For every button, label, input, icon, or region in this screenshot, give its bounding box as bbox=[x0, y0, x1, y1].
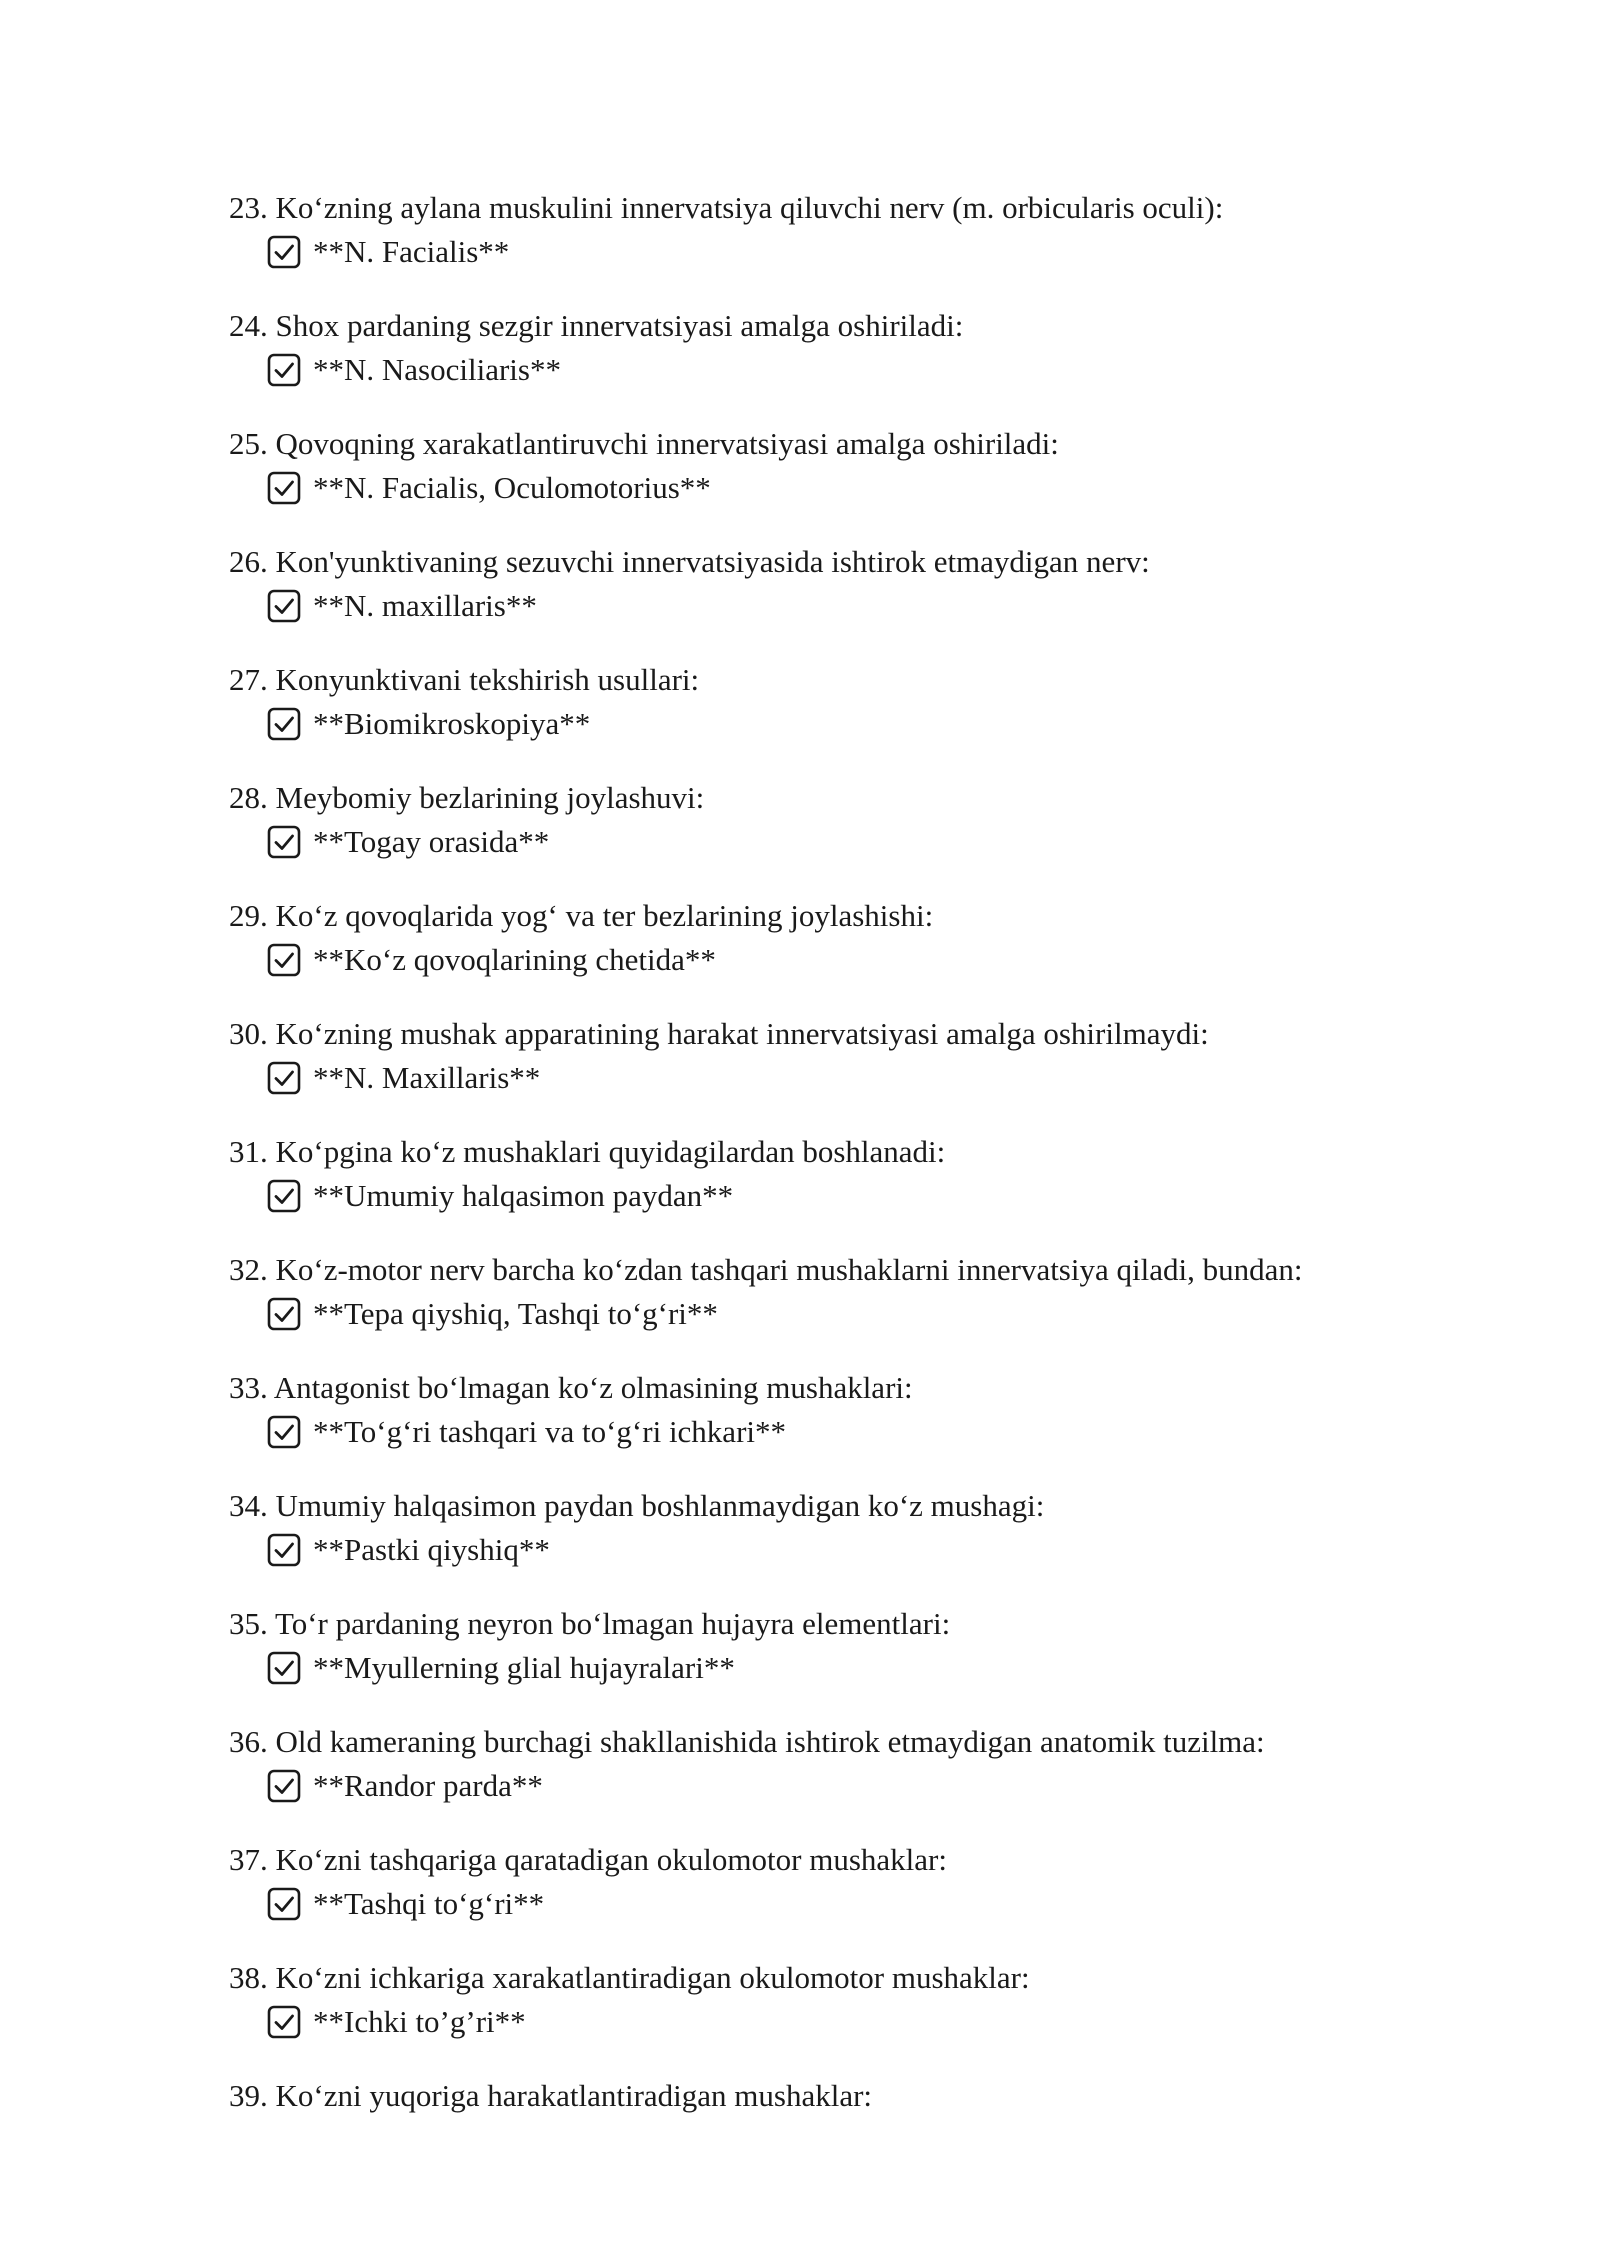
question-item bbox=[229, 2074, 1529, 2192]
answer-row bbox=[267, 702, 1529, 746]
question-text: 30. Ko‘zning mushak apparatining harakat innervatsiyasi amalga oshirilmaydi: bbox=[229, 1016, 1209, 1051]
question-item bbox=[229, 776, 1529, 894]
answer-text: **N. Nasociliaris** bbox=[313, 352, 561, 387]
answer-text: **N. maxillaris** bbox=[313, 588, 537, 623]
question-item bbox=[229, 1248, 1529, 1366]
answer-row bbox=[267, 1882, 1529, 1926]
question-item bbox=[229, 186, 1529, 304]
question-list bbox=[229, 186, 1529, 2192]
answer-text: **Ichki to’g’ri** bbox=[313, 2004, 526, 2039]
answer-row bbox=[267, 1410, 1529, 1454]
answer-text: **Ko‘z qovoqlarining chetida** bbox=[313, 942, 716, 977]
answer-row bbox=[267, 1292, 1529, 1336]
checkbox-checked-icon bbox=[267, 825, 301, 859]
answer-text: **Tashqi to‘g‘ri** bbox=[313, 1886, 545, 1921]
checkbox-checked-icon bbox=[267, 1887, 301, 1921]
question-text: 23. Ko‘zning aylana muskulini innervatsiya qiluvchi nerv (m. orbicularis oculi): bbox=[229, 190, 1224, 225]
checkbox-checked-icon bbox=[267, 1533, 301, 1567]
question-text: 24. Shox pardaning sezgir innervatsiyasi amalga oshiriladi: bbox=[229, 308, 964, 343]
question-item bbox=[229, 540, 1529, 658]
question-text: 26. Kon'yunktivaning sezuvchi innervatsiyasida ishtirok etmaydigan nerv: bbox=[229, 544, 1150, 579]
question-text: 37. Ko‘zni tashqariga qaratadigan okulomotor mushaklar: bbox=[229, 1842, 947, 1877]
question-item bbox=[229, 658, 1529, 776]
question-item bbox=[229, 1012, 1529, 1130]
question-text: 34. Umumiy halqasimon paydan boshlanmaydigan ko‘z mushagi: bbox=[229, 1488, 1045, 1523]
question-item bbox=[229, 1484, 1529, 1602]
question-item bbox=[229, 1130, 1529, 1248]
checkbox-checked-icon bbox=[267, 1061, 301, 1095]
question-item bbox=[229, 1956, 1529, 2074]
question-text: 28. Meybomiy bezlarining joylashuvi: bbox=[229, 780, 705, 815]
question-item bbox=[229, 422, 1529, 540]
question-text: 36. Old kameraning burchagi shakllanishida ishtirok etmaydigan anatomik tuzilma: bbox=[229, 1724, 1265, 1759]
question-text: 38. Ko‘zni ichkariga xarakatlantiradigan okulomotor mushaklar: bbox=[229, 1960, 1030, 1995]
answer-text: **Randor parda** bbox=[313, 1768, 543, 1803]
answer-row bbox=[267, 1174, 1529, 1218]
answer-text: **Biomikroskopiya** bbox=[313, 706, 591, 741]
answer-row bbox=[267, 466, 1529, 510]
checkbox-checked-icon bbox=[267, 235, 301, 269]
answer-text: **Tepa qiyshiq, Tashqi to‘g‘ri** bbox=[313, 1296, 718, 1331]
checkbox-checked-icon bbox=[267, 589, 301, 623]
question-text: 33. Antagonist bo‘lmagan ko‘z olmasining mushaklari: bbox=[229, 1370, 913, 1405]
question-text: 27. Konyunktivani tekshirish usullari: bbox=[229, 662, 700, 697]
answer-text: **N. Facialis, Oculomotorius** bbox=[313, 470, 711, 505]
question-text: 35. To‘r pardaning neyron bo‘lmagan hujayra elementlari: bbox=[229, 1606, 951, 1641]
question-text: 31. Ko‘pgina ko‘z mushaklari quyidagilardan boshlanadi: bbox=[229, 1134, 946, 1169]
answer-row bbox=[267, 820, 1529, 864]
answer-row bbox=[267, 1764, 1529, 1808]
checkbox-checked-icon bbox=[267, 1297, 301, 1331]
answer-text: **N. Maxillaris** bbox=[313, 1060, 541, 1095]
answer-text: **Togay orasida** bbox=[313, 824, 550, 859]
checkbox-checked-icon bbox=[267, 471, 301, 505]
answer-row bbox=[267, 230, 1529, 274]
answer-row bbox=[267, 1056, 1529, 1100]
checkbox-checked-icon bbox=[267, 707, 301, 741]
answer-row bbox=[267, 938, 1529, 982]
question-text: 32. Ko‘z-motor nerv barcha ko‘zdan tashqari mushaklarni innervatsiya qiladi, bundan: bbox=[229, 1252, 1303, 1287]
checkbox-checked-icon bbox=[267, 1415, 301, 1449]
answer-row bbox=[267, 584, 1529, 628]
question-text: 25. Qovoqning xarakatlantiruvchi innervatsiyasi amalga oshiriladi: bbox=[229, 426, 1059, 461]
question-item bbox=[229, 1366, 1529, 1484]
question-text: 39. Ko‘zni yuqoriga harakatlantiradigan mushaklar: bbox=[229, 2078, 873, 2113]
checkbox-checked-icon bbox=[267, 943, 301, 977]
answer-row bbox=[267, 348, 1529, 392]
answer-row bbox=[267, 1528, 1529, 1572]
checkbox-checked-icon bbox=[267, 1179, 301, 1213]
answer-text: **Pastki qiyshiq** bbox=[313, 1532, 550, 1567]
checkbox-checked-icon bbox=[267, 353, 301, 387]
question-item bbox=[229, 1838, 1529, 1956]
answer-text: **N. Facialis** bbox=[313, 234, 510, 269]
checkbox-checked-icon bbox=[267, 1651, 301, 1685]
answer-text: **Myullerning glial hujayralari** bbox=[313, 1650, 735, 1685]
question-item bbox=[229, 304, 1529, 422]
question-item bbox=[229, 894, 1529, 1012]
question-item bbox=[229, 1602, 1529, 1720]
answer-text: **Umumiy halqasimon paydan** bbox=[313, 1178, 734, 1213]
question-item bbox=[229, 1720, 1529, 1838]
checkbox-checked-icon bbox=[267, 1769, 301, 1803]
answer-text: **To‘g‘ri tashqari va to‘g‘ri ichkari** bbox=[313, 1414, 787, 1449]
answer-row bbox=[267, 2000, 1529, 2044]
question-text: 29. Ko‘z qovoqlarida yog‘ va ter bezlarining joylashishi: bbox=[229, 898, 934, 933]
answer-row bbox=[267, 1646, 1529, 1690]
checkbox-checked-icon bbox=[267, 2005, 301, 2039]
